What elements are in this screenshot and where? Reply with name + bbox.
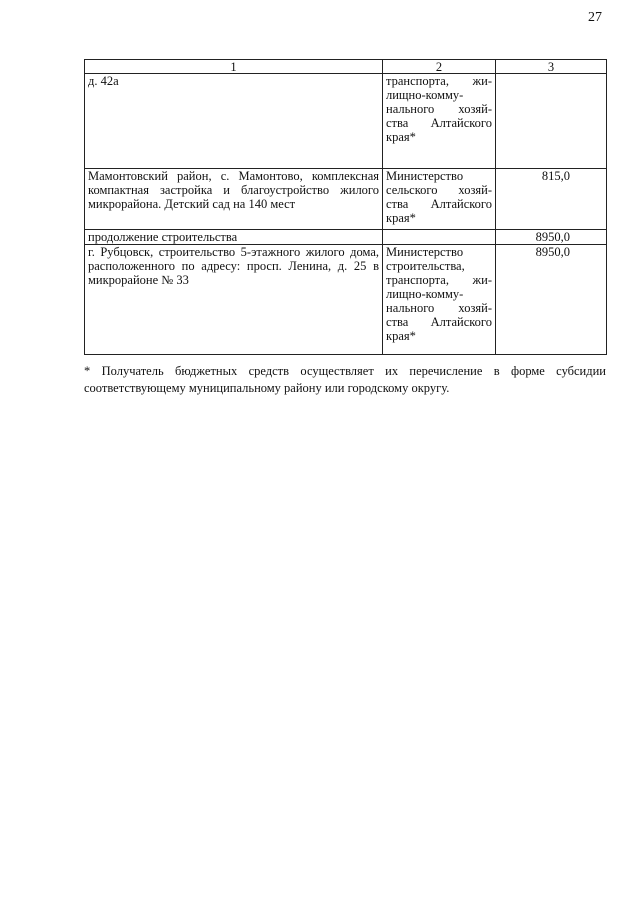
object-cell: г. Рубцовск, строительство 5-этажного жилого дома, расположенного по адресу: просп. Ленина, д. 25 в микрорайоне № 33 — [85, 245, 383, 355]
object-cell: продолжение строительства — [85, 230, 383, 245]
recipient-line: края* — [386, 211, 416, 225]
recipient-line: лищно-комму- — [386, 88, 464, 102]
budget-table — [84, 59, 607, 355]
recipient-line: Министерство — [386, 169, 464, 183]
recipient-line: нального хозяй- — [386, 301, 492, 315]
amount-cell: 8950,0 — [496, 245, 607, 355]
amount-cell — [496, 74, 607, 169]
recipient-line: сельского хозяй- — [386, 183, 492, 197]
recipient-line: транспорта, жи- — [386, 273, 492, 287]
table-row — [85, 245, 607, 355]
column-header-1: 1 — [85, 60, 383, 74]
recipient-line: ства Алтайского — [386, 116, 492, 130]
recipient-line: края* — [386, 329, 416, 343]
recipient-line: края* — [386, 130, 416, 144]
recipient-line: ства Алтайского — [386, 315, 492, 329]
recipient-line: нального хозяй- — [386, 102, 492, 116]
recipient-cell — [383, 245, 496, 355]
table-row — [85, 169, 607, 230]
page-number: 27 — [588, 10, 602, 25]
recipient-cell — [383, 169, 496, 230]
column-header-3: 3 — [496, 60, 607, 74]
recipient-line: транспорта, жи- — [386, 74, 492, 88]
amount-cell: 815,0 — [496, 169, 607, 230]
recipient-line: Министерство — [386, 245, 464, 259]
recipient-line: лищно-комму- — [386, 287, 464, 301]
table-header-row — [85, 60, 607, 74]
object-cell: Мамонтовский район, с. Мамонтово, комплексная компактная застройка и благоустройство жилого микрорайона. Детский сад на 140 мест — [85, 169, 383, 230]
table-row — [85, 230, 607, 245]
recipient-cell — [383, 74, 496, 169]
recipient-cell — [383, 230, 496, 245]
recipient-line: строительства, — [386, 259, 465, 273]
table-row — [85, 74, 607, 169]
amount-cell: 8950,0 — [496, 230, 607, 245]
column-header-2: 2 — [383, 60, 496, 74]
object-cell: д. 42а — [85, 74, 383, 169]
recipient-line: ства Алтайского — [386, 197, 492, 211]
footnote: * Получатель бюджетных средств осуществляет их перечисление в форме субсидии соответствующему муниципальному району или городскому округу. — [84, 364, 606, 395]
